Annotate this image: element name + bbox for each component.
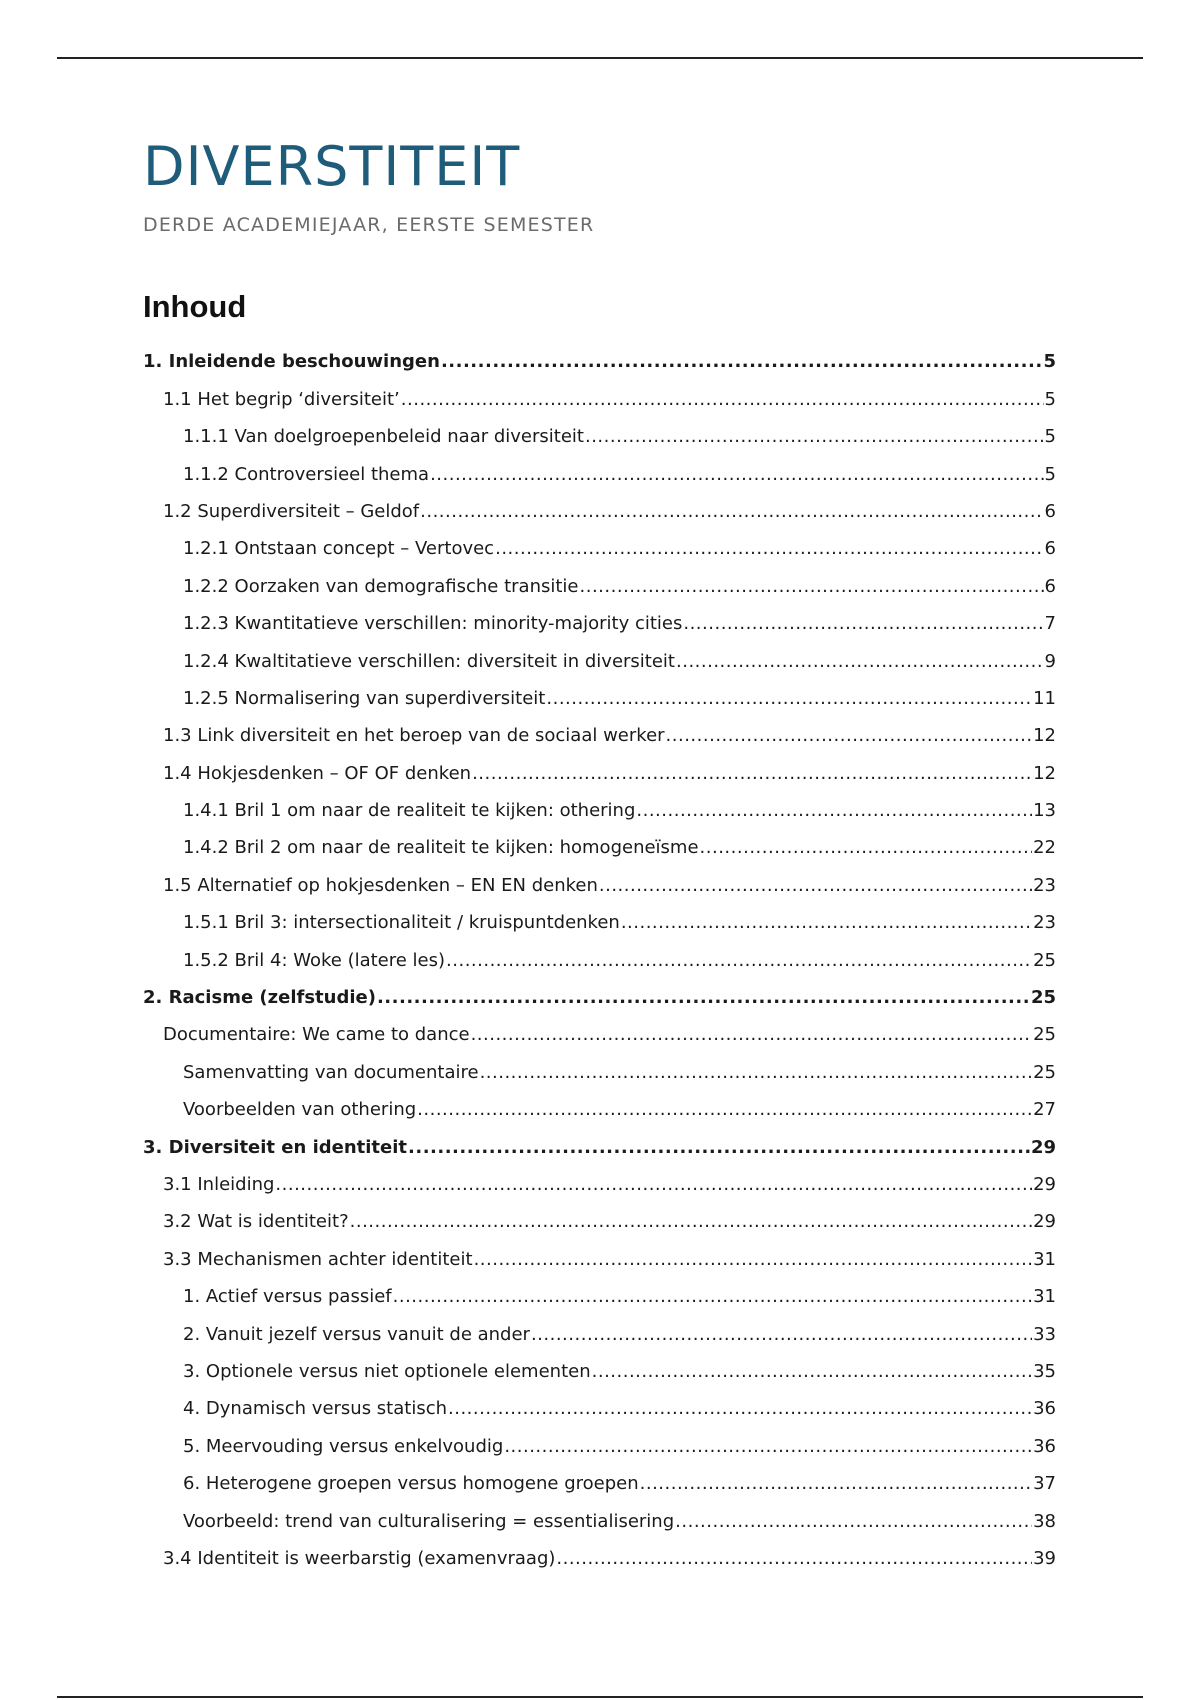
toc-dot-leader — [448, 1398, 1032, 1420]
toc-dot-leader — [580, 576, 1044, 598]
toc-dot-leader — [446, 950, 1032, 972]
toc-entry-title: 1.4.1 Bril 1 om naar de realiteit te kijken: othering — [183, 800, 636, 822]
toc-entry[interactable] — [143, 822, 1056, 859]
toc-dot-leader — [430, 464, 1043, 486]
toc-dot-leader — [393, 1286, 1032, 1308]
toc-entry[interactable] — [143, 1271, 1056, 1308]
toc-page-number: 37 — [1033, 1473, 1056, 1495]
toc-dot-leader — [700, 837, 1033, 859]
toc-heading: Inhoud — [143, 289, 247, 324]
toc-page-number: 29 — [1030, 1136, 1056, 1158]
toc-dot-leader — [556, 1548, 1032, 1570]
toc-page-number: 38 — [1033, 1510, 1056, 1532]
toc-page-number: 29 — [1033, 1173, 1056, 1195]
toc-page-number: 31 — [1033, 1248, 1056, 1270]
toc-page-number: 22 — [1033, 837, 1056, 859]
toc-dot-leader — [585, 426, 1044, 448]
toc-entry[interactable] — [143, 523, 1056, 560]
document-title: DIVERSTITEIT — [143, 135, 521, 198]
toc-entry-title: 3. Diversiteit en identiteit — [143, 1136, 408, 1158]
toc-page-number: 6 — [1044, 538, 1056, 560]
toc-entry-title: 5. Meervouding versus enkelvoudig — [183, 1435, 504, 1457]
toc-entry-title: 4. Dynamisch versus statisch — [183, 1398, 448, 1420]
toc-entry[interactable] — [143, 1420, 1056, 1457]
toc-entry-title: 1. Inleidende beschouwingen — [143, 351, 440, 373]
toc-entry-title: 1.5 Alternatief op hokjesdenken – EN EN denken — [163, 874, 598, 896]
toc-entry-title: 2. Vanuit jezelf versus vanuit de ander — [183, 1323, 530, 1345]
toc-entry-title: 3.4 Identiteit is weerbarstig (examenvraag) — [163, 1547, 556, 1569]
toc-entry[interactable] — [143, 1346, 1056, 1383]
toc-page-number: 39 — [1033, 1547, 1056, 1569]
toc-page-number: 35 — [1033, 1360, 1056, 1382]
toc-page-number: 23 — [1033, 874, 1056, 896]
toc-dot-leader — [666, 725, 1033, 747]
toc-entry-title: 6. Heterogene groepen versus homogene groepen — [183, 1473, 639, 1495]
toc-entry-title: 1.2.4 Kwaltitatieve verschillen: diversiteit in diversiteit — [183, 650, 675, 672]
toc-entry-title: 1.2.1 Ontstaan concept – Vertovec — [183, 538, 495, 560]
toc-page-number: 13 — [1033, 800, 1056, 822]
toc-entry[interactable] — [143, 710, 1056, 747]
toc-page-number: 7 — [1044, 613, 1056, 635]
table-of-contents — [143, 336, 1056, 1570]
toc-entry[interactable] — [143, 336, 1056, 373]
toc-dot-leader — [621, 912, 1032, 934]
toc-dot-leader — [420, 501, 1043, 523]
toc-entry-title: 1.2.5 Normalisering van superdiversiteit — [183, 687, 546, 709]
toc-dot-leader — [480, 1062, 1033, 1084]
toc-entry[interactable] — [143, 1196, 1056, 1233]
toc-entry[interactable] — [143, 1159, 1056, 1196]
toc-entry[interactable] — [143, 972, 1056, 1009]
toc-page-number: 23 — [1033, 912, 1056, 934]
toc-entry[interactable] — [143, 448, 1056, 485]
toc-entry-title: 1.4.2 Bril 2 om naar de realiteit te kijken: homogeneïsme — [183, 837, 699, 859]
toc-page-number: 33 — [1033, 1323, 1056, 1345]
toc-entry[interactable] — [143, 1233, 1056, 1270]
toc-entry-title: 3.3 Mechanismen achter identiteit — [163, 1248, 473, 1270]
toc-entry[interactable] — [143, 897, 1056, 934]
toc-page-number: 25 — [1033, 1024, 1056, 1046]
toc-entry[interactable] — [143, 1458, 1056, 1495]
toc-page-number: 6 — [1044, 575, 1056, 597]
toc-dot-leader — [592, 1361, 1032, 1383]
toc-page-number: 5 — [1044, 463, 1056, 485]
toc-dot-leader — [350, 1211, 1032, 1233]
toc-entry-title: 1. Actief versus passief — [183, 1286, 392, 1308]
toc-dot-leader — [683, 613, 1043, 635]
toc-page-number: 36 — [1033, 1398, 1056, 1420]
toc-page-number: 29 — [1033, 1211, 1056, 1233]
toc-page-number: 31 — [1033, 1286, 1056, 1308]
toc-entry-title: 3. Optionele versus niet optionele elementen — [183, 1360, 591, 1382]
toc-entry-title: 1.2.2 Oorzaken van demografische transitie — [183, 575, 579, 597]
toc-dot-leader — [472, 763, 1032, 785]
toc-entry[interactable] — [143, 1533, 1056, 1570]
toc-entry[interactable] — [143, 486, 1056, 523]
toc-page-number: 12 — [1033, 762, 1056, 784]
toc-entry[interactable] — [143, 1495, 1056, 1532]
toc-page-number: 9 — [1044, 650, 1056, 672]
toc-dot-leader — [495, 538, 1043, 560]
toc-entry[interactable] — [143, 747, 1056, 784]
toc-entry-title: 1.1.2 Controversieel thema — [183, 463, 430, 485]
toc-dot-leader — [599, 875, 1032, 897]
toc-entry[interactable] — [143, 1084, 1056, 1121]
toc-page-number: 5 — [1044, 426, 1056, 448]
toc-entry-title: Samenvatting van documentaire — [183, 1061, 479, 1083]
toc-entry[interactable] — [143, 1009, 1056, 1046]
toc-entry-title: Voorbeeld: trend van culturalisering = essentialisering — [183, 1510, 675, 1532]
toc-dot-leader — [275, 1174, 1032, 1196]
toc-dot-leader — [401, 389, 1044, 411]
toc-dot-leader — [640, 1473, 1032, 1495]
footer-rule — [57, 1696, 1143, 1698]
toc-page-number: 5 — [1043, 351, 1056, 373]
toc-entry[interactable] — [143, 1383, 1056, 1420]
toc-entry-title: 1.5.2 Bril 4: Woke (latere les) — [183, 949, 446, 971]
toc-dot-leader — [474, 1249, 1033, 1271]
toc-entry[interactable] — [143, 1046, 1056, 1083]
toc-page-number: 27 — [1033, 1099, 1056, 1121]
document-subtitle: DERDE ACADEMIEJAAR, EERSTE SEMESTER — [143, 214, 595, 236]
toc-page-number: 5 — [1044, 388, 1056, 410]
toc-entry-title: 1.2.3 Kwantitatieve verschillen: minority-majority cities — [183, 613, 683, 635]
toc-dot-leader — [471, 1024, 1033, 1046]
toc-entry[interactable] — [143, 373, 1056, 410]
toc-entry[interactable] — [143, 598, 1056, 635]
toc-dot-leader — [675, 1511, 1032, 1533]
toc-entry-title: Voorbeelden van othering — [183, 1099, 417, 1121]
toc-entry[interactable] — [143, 635, 1056, 672]
toc-page-number: 11 — [1033, 687, 1056, 709]
toc-entry[interactable] — [143, 785, 1056, 822]
toc-entry-title: 1.1.1 Van doelgroepenbeleid naar diversiteit — [183, 426, 584, 448]
toc-entry-title: Documentaire: We came to dance — [163, 1024, 470, 1046]
toc-entry[interactable] — [143, 1121, 1056, 1158]
toc-dot-leader — [377, 987, 1030, 1009]
toc-dot-leader — [504, 1436, 1032, 1458]
toc-entry-title: 1.4 Hokjesdenken – OF OF denken — [163, 762, 472, 784]
toc-entry-title: 3.2 Wat is identiteit? — [163, 1211, 349, 1233]
toc-page-number: 36 — [1033, 1435, 1056, 1457]
toc-entry[interactable] — [143, 560, 1056, 597]
toc-dot-leader — [408, 1137, 1030, 1159]
toc-entry-title: 1.5.1 Bril 3: intersectionaliteit / kruispuntdenken — [183, 912, 620, 934]
toc-dot-leader — [417, 1099, 1032, 1121]
toc-page-number: 12 — [1033, 725, 1056, 747]
toc-entry-title: 3.1 Inleiding — [163, 1173, 275, 1195]
toc-page-number: 6 — [1044, 500, 1056, 522]
toc-entry[interactable] — [143, 411, 1056, 448]
toc-entry[interactable] — [143, 934, 1056, 971]
toc-dot-leader — [441, 351, 1043, 373]
toc-dot-leader — [531, 1324, 1032, 1346]
toc-dot-leader — [546, 688, 1032, 710]
toc-entry-title: 2. Racisme (zelfstudie) — [143, 987, 376, 1009]
toc-entry-title: 1.3 Link diversiteit en het beroep van de sociaal werker — [163, 725, 665, 747]
toc-entry[interactable] — [143, 1308, 1056, 1345]
toc-page-number: 25 — [1033, 949, 1056, 971]
toc-dot-leader — [636, 800, 1032, 822]
toc-page-number: 25 — [1033, 1061, 1056, 1083]
toc-page-number: 25 — [1030, 987, 1056, 1009]
toc-entry-title: 1.1 Het begrip ‘diversiteit’ — [163, 388, 400, 410]
toc-entry-title: 1.2 Superdiversiteit – Geldof — [163, 500, 420, 522]
toc-dot-leader — [676, 651, 1044, 673]
toc-entry[interactable] — [143, 859, 1056, 896]
header-rule — [57, 57, 1143, 59]
toc-entry[interactable] — [143, 673, 1056, 710]
